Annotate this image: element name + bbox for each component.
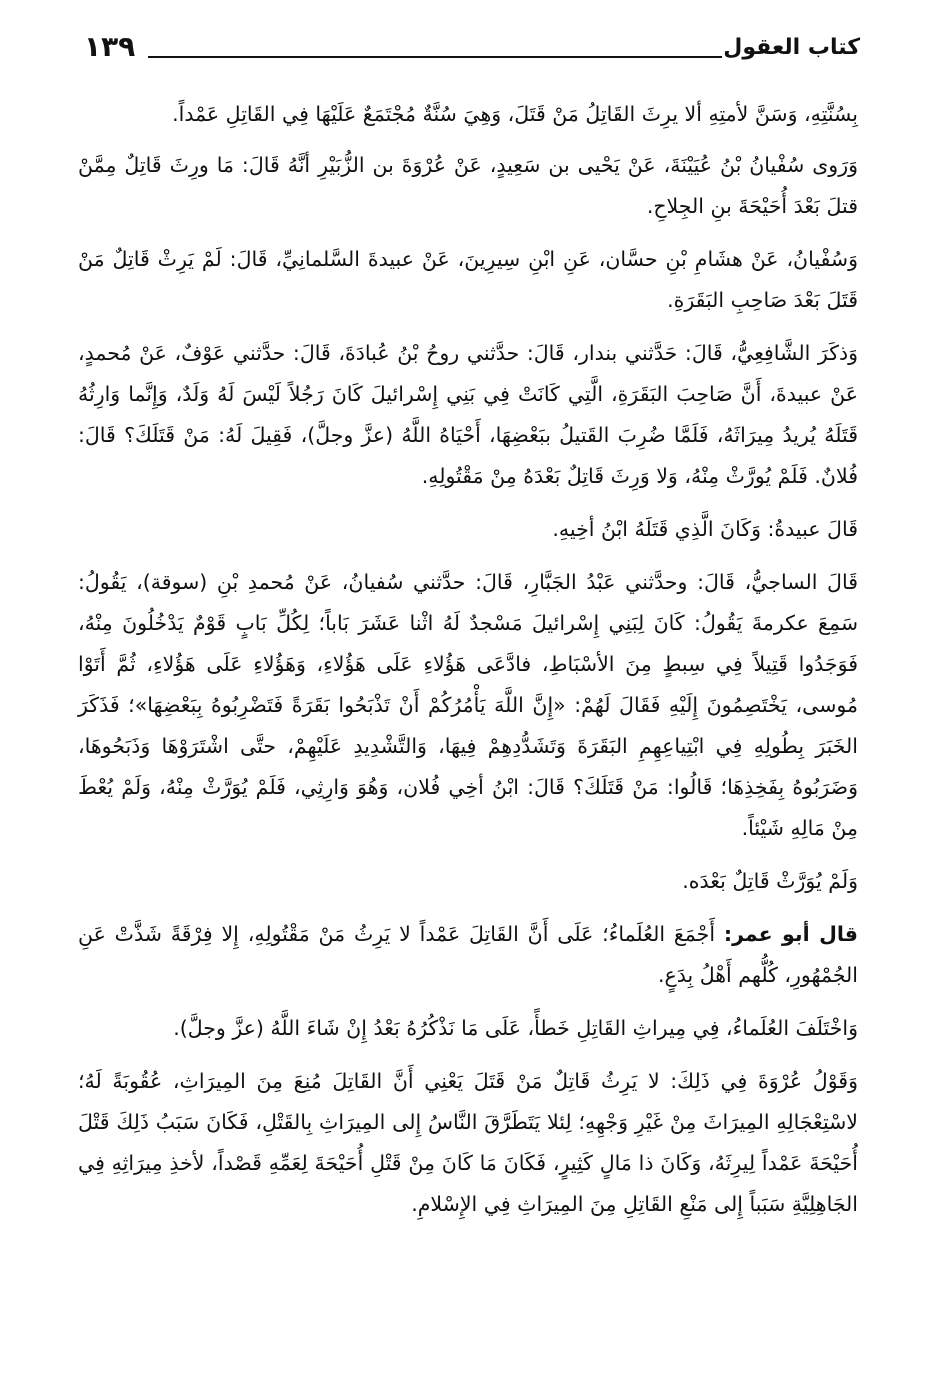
header-rule xyxy=(148,56,722,58)
paragraph-2: وَرَوى سُفْيانُ بْنُ عُيَيْنَةَ، عَنْ يَحْيى بن سَعِيدٍ، عَنْ عُرْوَةَ بن الزُّبَيْرِ أنَّهُ قَالَ: مَا ورِثَ قَاتِلٌ مِمَّنْ قتلَ بَعْدَ أُحَيْحَةَ بنِ الجِلاحِ. xyxy=(78,153,858,218)
paragraph-10: وَقَوْلُ عُرْوَةَ فِي ذَلِكَ: لا يَرِثُ قَاتِلٌ مَنْ قَتَلَ يَعْنِي أَنَّ القَاتِلَ مُنِعَ مِنَ المِيرَاثِ، عُقُوبَةً لَهُ؛ لاسْتِعْجَالِهِ المِيرَاثَ مِنْ غَيْرِ وَجْهِهِ؛ لِئلا يَتَطَرَّقَ النَّاسُ إِلى المِيرَاثِ بِالقَتْلِ، فَكَانَ سَبَبُ ذَلِكَ قَتْلَ أُحَيْحَةَ عَمْداً لِيرِثَهُ، وَكَانَ ذا مَالٍ كَثِيرٍ، فَكَانَ مَا كَانَ مِنْ قَتْلِ أُحَيْحَةَ لِعَمِّهِ قَصْداً، لأخذِ مِيرَاثِهِ فِي الجَاهِلِيَّةِ سَبَباً إِلى مَنْعِ القَاتِلِ مِنَ المِيرَاثِ فِي الإِسْلامِ. xyxy=(78,1069,858,1216)
main-text xyxy=(78,94,858,1237)
paragraph-6: قَالَ الساجيُّ، قَالَ: وحدَّثني عَبْدُ الجَبَّارِ، قَالَ: حدَّثني سُفيانُ، عَنْ مُحمدِ بْنِ (سوقة)، يَقُولُ: سَمِعَ عكرمةَ يَقُولُ: كَانَ لِبَنِي إِسْرائيلَ مَسْجدٌ لَهُ اثْنا عَشَرَ بَاباً؛ لِكُلِّ بَابٍ قَوْمٌ يَدْخُلُونَ مِنْهُ، فَوَجَدُوا قَتِيلاً فِي سِبطٍ مِنَ الأسْبَاطِ، فادَّعَى هَؤُلاءِ عَلَى هَؤُلاءِ، وَهَؤُلاءِ عَلَى هَؤُلاءِ، ثُمَّ أَتَوْا مُوسى، يَخْتَصِمُونَ إِلَيْهِ فَقَالَ لَهُمْ: «إِنَّ اللَّهَ يَأْمُرُكُمْ أَنْ تَذْبَحُوا بَقَرَةً فَتَضْرِبُوهُ بِبَعْضِهَا»؛ فَذَكَرَ الخَبَرَ بِطُولِهِ فِي ابْتِياعِهِمِ البَقَرَةَ وَتَشَدُّدِهِمْ فِيهَا، وَالتَّشْدِيدِ عَلَيْهِمْ، حتَّى اشْتَرَوْهَا وَذَبَحُوهَا، وَضَرَبُوهُ بِفَخِذِهَا؛ قَالُوا: مَنْ قَتَلَكَ؟ قَالَ: ابْنُ أخِي فُلان، وَهُوَ وَارِثِي، فَلَمْ يُوَرَّثْ مِنْهُ، وَلَمْ يُعْطَ مِنْ مَالِهِ شَيْئاً. xyxy=(78,570,858,840)
paragraph-4: وَذكَرَ الشَّافِعِيُّ، قَالَ: حَدَّثني بندار، قَالَ: حدَّثني روحُ بْنُ عُبادَةَ، قَالَ: حدَّثني عَوْفٌ، عَنْ مُحمدٍ، عَنْ عبيدةَ، أَنَّ صَاحِبَ البَقَرَةِ، الَّتِي كَانَتْ فِي بَنِي إِسْرائيلَ كَانَ رَجُلاً لَيْسَ لَهُ وَلَدٌ، وَإِنَّما وَارِثُهُ قَتَلَهُ يُريدُ مِيرَاثَهُ، فَلَمَّا ضُرِبَ القَتيلُ ببَعْضِهَا، أَحْيَاهُ اللَّهُ (عزَّ وجلَّ)، فَقِيلَ لَهُ: مَنْ قَتَلَكَ؟ قَالَ: فُلانٌ. فَلَمْ يُورَّثْ مِنْهُ، وَلا وَرِثَ قَاتِلٌ بَعْدَهُ مِنْ مَقْتُولِهِ. xyxy=(78,341,858,488)
paragraph-3: وَسُفْيانُ، عَنْ هشَامِ بْنِ حسَّان، عَنِ ابْنِ سِيرِينَ، عَنْ عبيدةَ السَّلمانِيِّ، قَالَ: لَمْ يَرِثْ قَاتِلٌ مَنْ قَتَلَ بَعْدَ صَاحِبِ البَقَرَةِ. xyxy=(78,247,858,312)
paragraph-8 xyxy=(78,914,858,996)
paragraph-8-text: أَجْمَعَ العُلَماءُ؛ عَلَى أَنَّ القَاتِلَ عَمْداً لا يَرِثُ مَنْ مَقْتُولِهِ، إِلا فِرْقَةً شَذَّتْ عَنِ الجُمْهُورِ، كُلُّهم أَهْلُ بِدَعٍ. xyxy=(78,922,858,987)
paragraph-5: قَالَ عبيدةُ: وَكَانَ الَّذِي قَتَلَهُ ابْنُ أخِيهِ. xyxy=(552,517,858,541)
paragraph-9: وَاخْتَلَفَ العُلَماءُ، فِي مِيراثِ القَاتِلِ خَطأً، عَلَى مَا نَذْكُرُهُ بَعْدُ إِنْ شَاءَ اللَّهُ (عزَّ وجلَّ). xyxy=(173,1016,858,1040)
page-number: ١٣٩ xyxy=(84,30,136,63)
page-header xyxy=(84,30,860,74)
author-lead: قال أبو عمر: xyxy=(723,922,858,946)
running-title: كتاب العقول xyxy=(723,35,860,60)
paragraph-7: وَلَمْ يُوَرَّثْ قَاتِلٌ بَعْدَه. xyxy=(682,869,858,893)
paragraph-1: بِسُنَّتِهِ، وَسَنَّ لأمتِهِ ألا يرِثَ القَاتِلُ مَنْ قَتَلَ، وَهِيَ سُنَّةٌ مُجْتَمَعٌ عَلَيْهَا فِي القَاتِلِ عَمْداً. xyxy=(172,102,858,126)
